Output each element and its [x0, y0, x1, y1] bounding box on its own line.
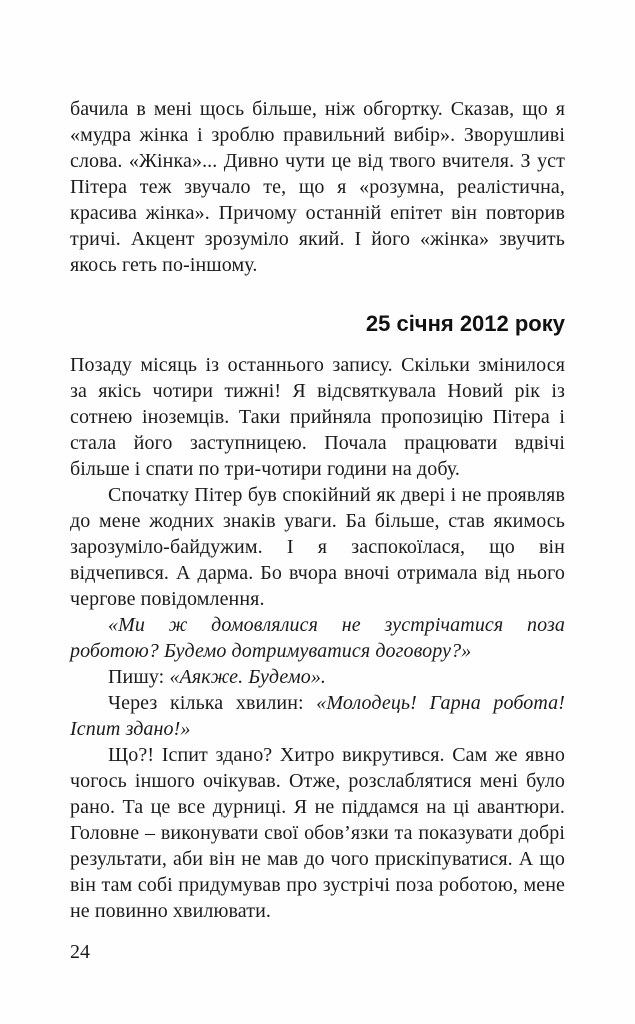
- page-number: 24: [70, 941, 90, 963]
- paragraph-entry-intro: Позаду місяць із останнього запису. Скільки змінилося за якісь чотири тижні! Я відсвяткувала Новий рік із сотнею іноземців. Таки прийняла пропозицію Пітера і стала його заступницею. Почала працювати вдвічі більше і спати по три-чотири години на добу.: [70, 354, 565, 480]
- followup-lead-text: Через кілька хвилин:: [108, 692, 317, 714]
- paragraph-followup: [70, 690, 565, 742]
- body-text: [70, 96, 565, 924]
- paragraph-message-quote: «Ми ж домовлялися не зустрічатися поза роботою? Будемо дотримуватися договору?»: [70, 614, 565, 662]
- reply-lead-text: Пишу:: [108, 666, 170, 688]
- paragraph-continuation: бачила в мені щось більше, ніж обгортку. Сказав, що я «мудра жінка і зроблю правильний вибір». Зворушливі слова. «Жінка»... Дивно чути це від твого вчителя. З уст Пітера теж звучало те, що я «розумна, реалістична, красива жінка». Причому останній епітет він повторив тричі. Акцент зрозуміло який. І його «жінка» звучить якось геть по-іншому.: [70, 98, 565, 276]
- paragraph-reply: [70, 664, 565, 690]
- followup-quote-text: «Молодець! Гарна робота! Іспит здано!»: [70, 692, 565, 740]
- paragraph-reflection: Що?! Іспит здано? Хитро викрутився. Сам же явно чогось іншого очікував. Отже, розслаблятися мені було рано. Та це все дурниці. Я не піддамся на ці авантюри. Головне – виконувати свої обов’язки та показувати добрі результати, аби він не мав до чого прискіпуватися. А що він там собі придумував про зустрічі поза роботою, мене не повинно хвилювати.: [70, 744, 565, 922]
- entry-date-heading: 25 січня 2012 року: [365, 311, 565, 336]
- reply-quote-text: «Аякже. Будемо».: [169, 666, 327, 688]
- paragraph-peter-behavior: Спочатку Пітер був спокійний як двері і не проявляв до мене жодних знаків уваги. Ба більше, став якимось зарозуміло-байдужим. І я заспокоїлася, що він відчепився. А дарма. Бо вчора вночі отримала від нього чергове повідомлення.: [70, 484, 565, 610]
